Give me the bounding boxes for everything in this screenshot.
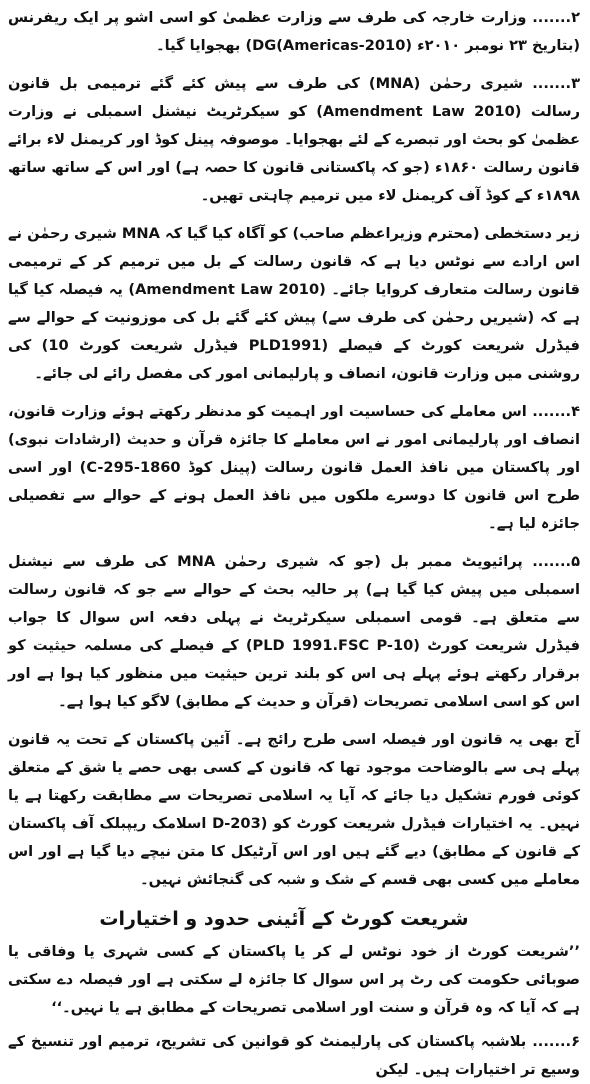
paragraph-4: ۴....... اس معاملے کی حساسیت اور اہمیت کو مدنظر رکھتے ہوئے وزارت قانون، انصاف اور پارلیمانی امور نے اس معاملے کا جائزہ قرآن و حدیث (ارشادات نبوی) اور پاکستان میں نافذ العمل قانون رسالت (پینل کوڈ 1860-C-295) اور اسی طرح اس قانون کا دوسرے ملکوں میں نافذ العمل ہونے کے حوالے سے تفصیلی جائزہ لیا ہے۔	[8, 403, 581, 532]
paragraph-6: ۶....... بلاشبہ پاکستان کی پارلیمنٹ کو قوانین کی تشریح، ترمیم اور تنسیخ کے وسیع تر اختیارات ہیں۔ لیکن	[8, 1033, 580, 1078]
paragraph-notice: زیر دستخطی (محترم وزیراعظم صاحب) کو آگاہ کیا گیا کہ MNA شیری رحمٰن نے اس ارادے سے نوٹس دیا ہے کہ قانون رسالت کے بل میں ترمیم کر کے ترمیمی قانون رسالت متعارف کروایا جائے۔ (Amendment Law 2010) یہ فیصلہ کیا گیا ہے کہ (شیریں رحمٰن کی طرف سے) پیش کئے گئے بل کی موزونیت کے حوالے سے فیڈرل شریعت کورٹ کے فیصلے (PLD1991 فیڈرل شریعت کورٹ 10) کی روشنی میں وزارت قانون، انصاف و پارلیمانی امور کی مفصل رائے لی جائے۔	[8, 225, 580, 382]
paragraph-5: ۵....... پرائیویٹ ممبر بل (جو کہ شیری رحمٰن MNA کی طرف سے نیشنل اسمبلی میں پیش کیا گیا ہے) پر حالیہ بحث کے حوالے سے جو کہ قانون رسالت سے متعلق ہے۔ قومی اسمبلی سیکرٹریٹ نے پہلی دفعہ اس سوال کا جواب فیڈرل شریعت کورٹ (PLD 1991.FSC P-10) کے فیصلے کی مسلمہ حیثیت کو برقرار رکھتے ہوئے پہلے ہی اس کو بلند ترین حیثیت میں منظور کیا ہوا ہے اور اس کو اسی اسلامی تصریحات (قرآن و حدیث کے مطابق) لاگو کیا ہوا ہے۔	[8, 553, 581, 710]
section-heading: شریعت کورٹ کے آئینی حدود و اختیارات	[99, 908, 469, 930]
quote-paragraph: ’’شریعت کورٹ از خود نوٹس لے کر یا پاکستان کے کسی شہری یا وفاقی یا صوبائی حکومت کی رٹ پر اس سوال کا جائزہ لے سکتی ہے اور فیصلہ دے سکتی ہے کہ آیا کہ وہ قرآن و سنت اور اسلامی تصریحات کے مطابق ہے یا نہیں۔‘‘	[8, 943, 580, 1016]
paragraph-constitution: آج بھی یہ قانون اور فیصلہ اسی طرح رائج ہے۔ آئین پاکستان کے تحت یہ قانون پہلے ہی سے بالوضاحت موجود تھا کہ قانون کے کسی بھی حصے یا شق کے متعلق کوئی فورم تشکیل دیا جائے کہ آیا یہ اسلامی تصریحات سے مطابقت رکھتا ہے یا نہیں۔ یہ اختیارات فیڈرل شریعت کورٹ کو (203-D اسلامک ریپبلک آف پاکستان کے قانون کے مطابق) دیے گئے ہیں اور اس آرٹیکل کا متن نیچے دیا گیا ہے اور اس معاملے میں کسی بھی قسم کے شک و شبہ کی گنجائش نہیں۔	[8, 731, 580, 888]
paragraph-3: ۳....... شیری رحمٰن (MNA) کی طرف سے پیش کئے گئے ترمیمی بل قانون رسالت (Amendment Law 2010) کو سیکرٹریٹ نیشنل اسمبلی نے وزارت عظمیٰ کو بحث اور تبصرے کے لئے بھجوایا۔ موصوفہ پینل کوڈ اور کریمنل لاء برائے قانون رسالت ۱۸۶۰ء (جو کہ پاکستانی قانون کا حصہ ہے) اور اس کے ساتھ ساتھ ۱۸۹۸ء کے کوڈ آف کریمنل لاء میں ترمیم چاہتی تھیں۔	[8, 75, 580, 204]
paragraph-2: ۲....... وزارت خارجہ کی طرف سے وزارت عظمیٰ کو اسی اشو پر ایک ریفرنس (بتاریخ ۲۳ نومبر ۲۰۱۰ء DG(Americas-2010)) بھجوایا گیا۔	[8, 9, 580, 54]
